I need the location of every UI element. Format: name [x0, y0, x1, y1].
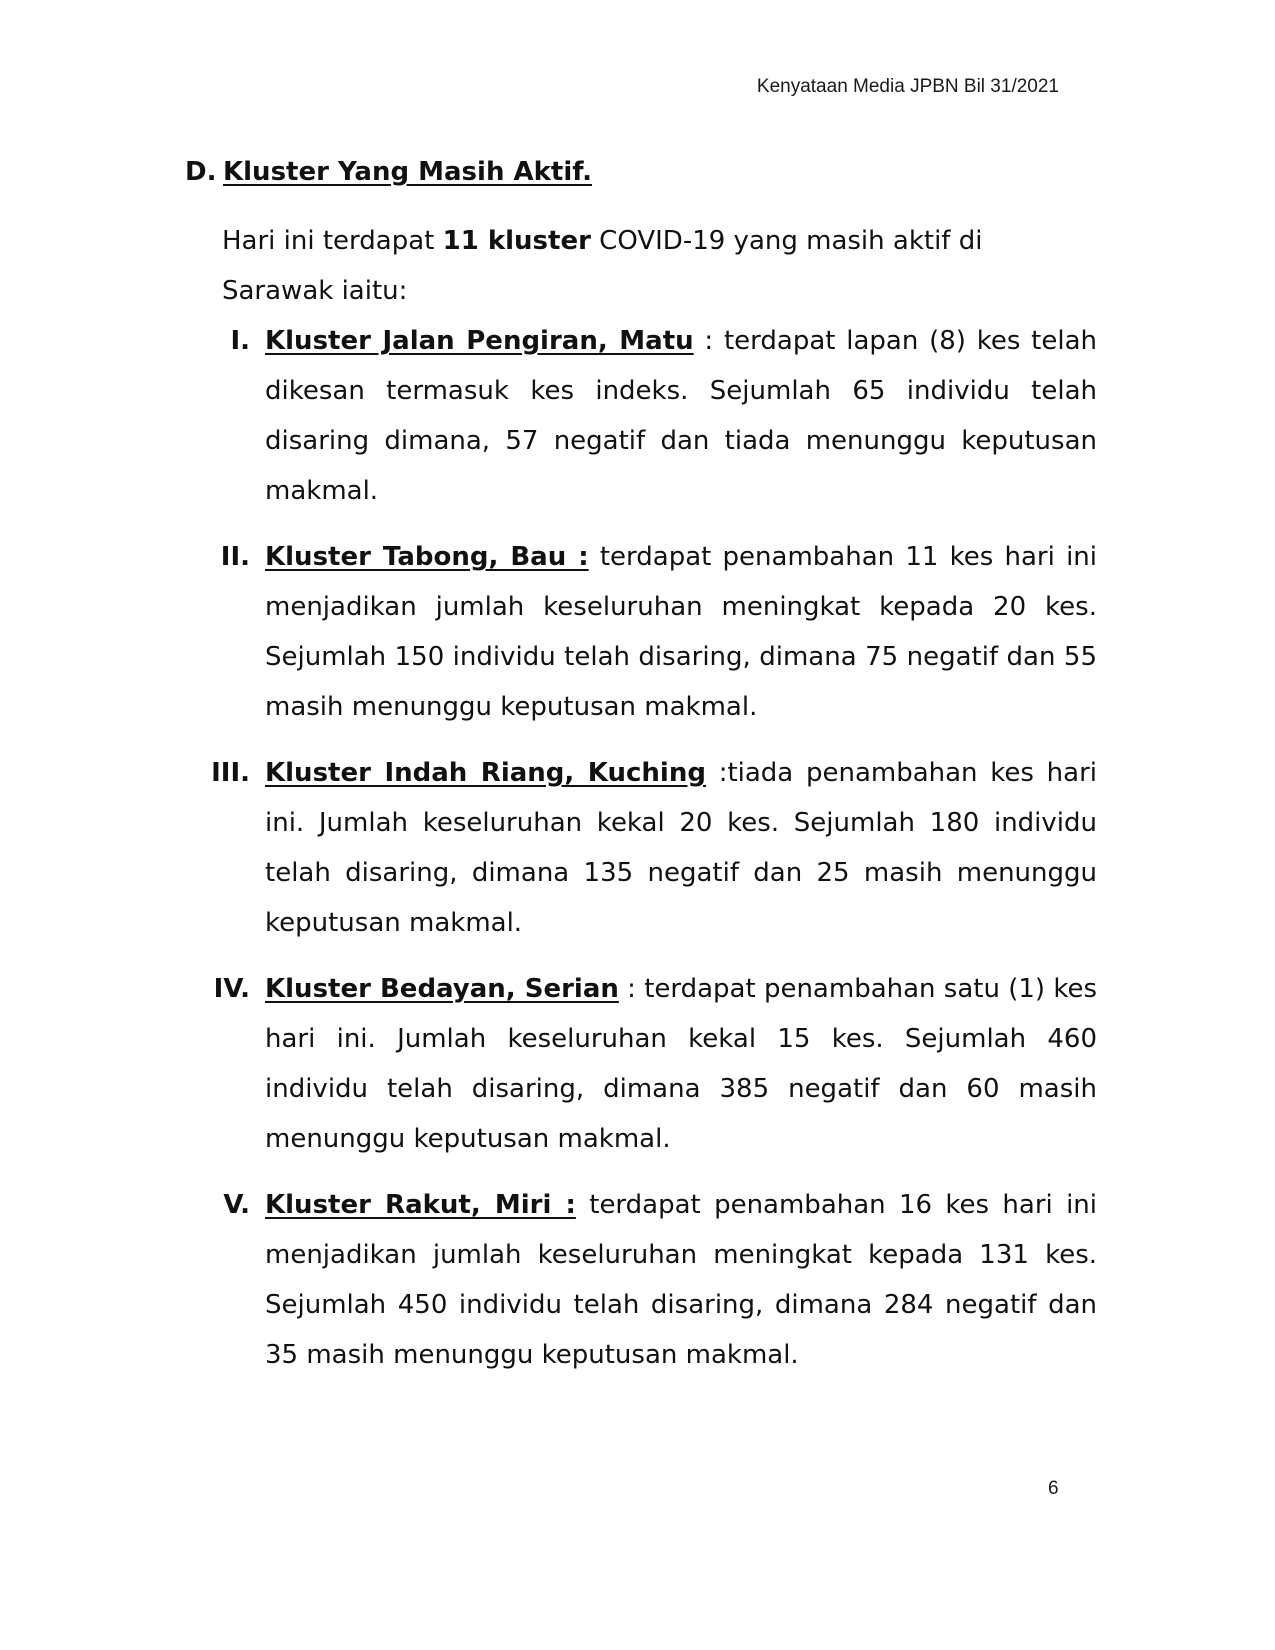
cluster-item — [190, 748, 1097, 948]
cluster-description — [265, 748, 1097, 948]
cluster-item — [190, 532, 1097, 732]
cluster-details: terdapat penambahan 11 kes hari ini menjadikan jumlah keseluruhan meningkat kepada 20 kes. Sejumlah 150 individu telah disaring, dimana 75 negatif dan 55 masih menunggu keputusan makmal. — [265, 542, 1097, 722]
intro-text-after: COVID-19 yang masih aktif di Sarawak iaitu: — [222, 226, 983, 306]
cluster-name: Kluster Tabong, Bau : — [265, 542, 589, 572]
cluster-item — [190, 316, 1097, 516]
intro-paragraph — [222, 216, 1097, 316]
intro-cluster-count: 11 kluster — [442, 226, 591, 256]
section-heading — [185, 157, 592, 187]
cluster-name: Kluster Indah Riang, Kuching — [265, 758, 706, 788]
section-letter: D. — [185, 157, 217, 187]
cluster-item — [190, 964, 1097, 1164]
cluster-details: : terdapat lapan (8) kes telah dikesan termasuk kes indeks. Sejumlah 65 individu telah disaring dimana, 57 negatif dan tiada menunggu keputusan makmal. — [265, 326, 1097, 506]
cluster-details: terdapat penambahan 16 kes hari ini menjadikan jumlah keseluruhan meningkat kepada 131 kes. Sejumlah 450 individu telah disaring, dimana 284 negatif dan 35 masih menunggu keputusan makmal. — [265, 1190, 1097, 1370]
cluster-description — [265, 1180, 1097, 1380]
cluster-details: :tiada penambahan kes hari ini. Jumlah keseluruhan kekal 20 kes. Sejumlah 180 individu telah disaring, dimana 135 negatif dan 25 masih menunggu keputusan makmal. — [265, 758, 1097, 938]
intro-text-before: Hari ini terdapat — [222, 226, 443, 256]
cluster-list — [190, 316, 1097, 1396]
cluster-item — [190, 1180, 1097, 1380]
cluster-numeral: V. — [223, 1190, 250, 1220]
page-number: 6 — [1048, 1478, 1059, 1499]
cluster-numeral: IV. — [213, 974, 250, 1004]
cluster-description — [265, 964, 1097, 1164]
running-header: Kenyataan Media JPBN Bil 31/2021 — [756, 76, 1059, 97]
cluster-details: : terdapat penambahan satu (1) kes hari ini. Jumlah keseluruhan kekal 15 kes. Sejumlah 460 individu telah disaring, dimana 385 negatif dan 60 masih menunggu keputusan makmal. — [265, 974, 1097, 1154]
cluster-name: Kluster Bedayan, Serian — [265, 974, 619, 1004]
cluster-numeral: I. — [230, 326, 250, 356]
cluster-description — [265, 532, 1097, 732]
cluster-numeral: III. — [211, 758, 250, 788]
cluster-description — [265, 316, 1097, 516]
section-title: Kluster Yang Masih Aktif. — [223, 157, 593, 187]
cluster-name: Kluster Rakut, Miri : — [265, 1190, 576, 1220]
cluster-name: Kluster Jalan Pengiran, Matu — [265, 326, 694, 356]
cluster-numeral: II. — [220, 542, 250, 572]
